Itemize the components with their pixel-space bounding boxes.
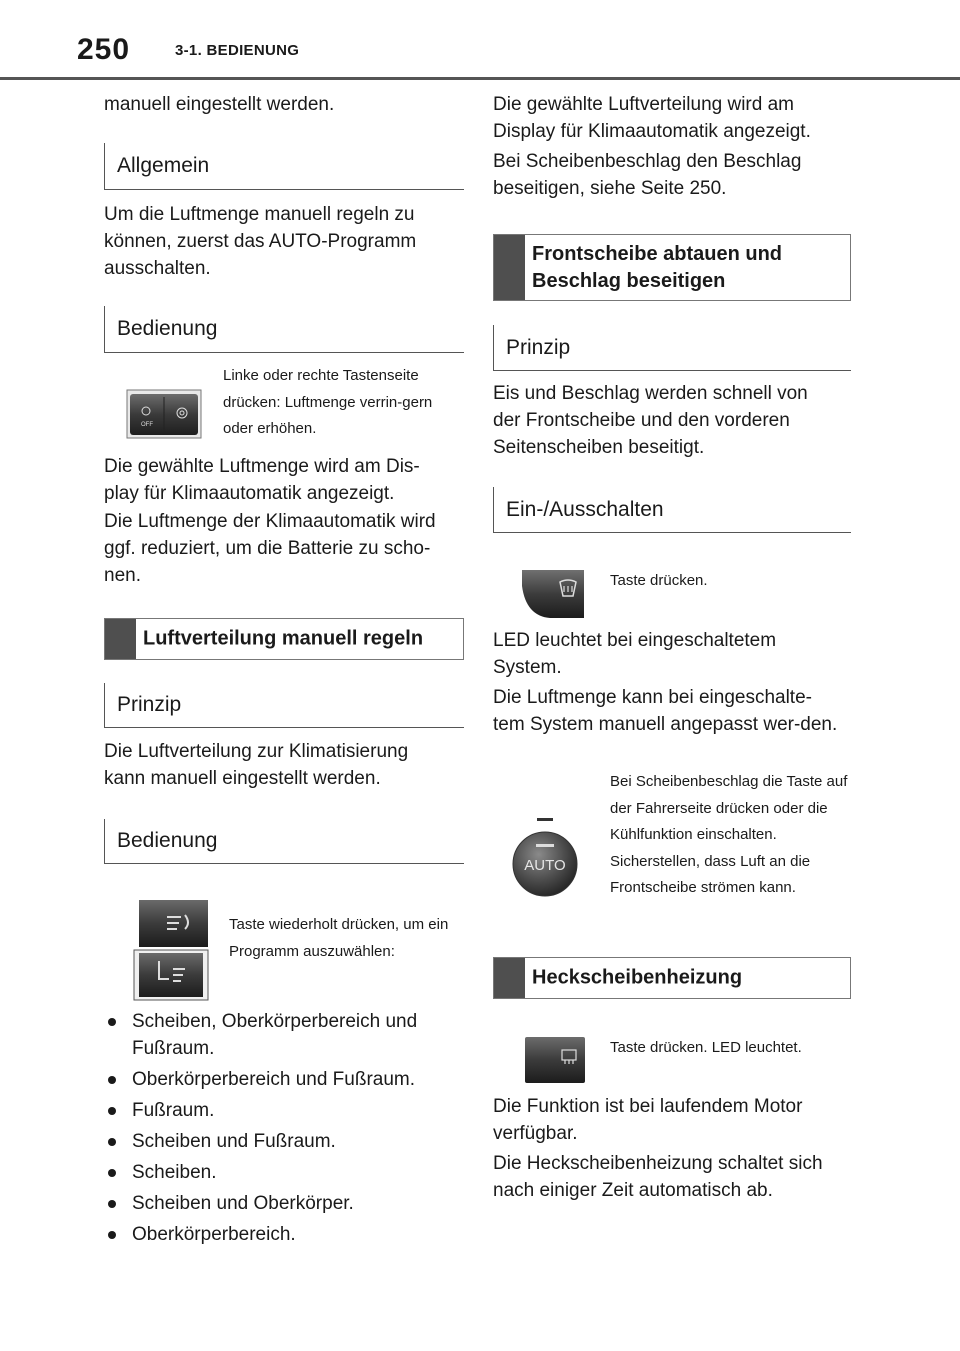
auto-button-image [511, 808, 579, 898]
bullet-icon [108, 1018, 116, 1026]
fan-speed-key-image [126, 389, 202, 439]
defrost-key-image [520, 568, 586, 620]
section-reference: 3-1. BEDIENUNG [175, 42, 300, 59]
section-header-luftverteilung [104, 618, 464, 660]
prinzip-text: Eis und Beschlag werden schnell von der Frontscheibe und den vorderen Seitenscheiben beseitigt. [493, 383, 808, 458]
section-header-label: Luftverteilung manuell regeln [143, 627, 424, 650]
bullet-icon [108, 1138, 116, 1146]
luftverteilung-display-text: Die gewählte Luftverteilung wird am Display für Klimaautomatik angezeigt. [493, 94, 811, 142]
bullet-icon [108, 1231, 116, 1239]
auto-label: AUTO [524, 857, 566, 874]
bedienung-caption: Linke oder rechte Tastenseite drücken: Luftmenge verrin-gern oder erhöhen. [223, 367, 433, 437]
bullet-icon [108, 1200, 116, 1208]
defrost-caption: Taste drücken. [610, 572, 708, 589]
section-header-label: Frontscheibe abtauen und Beschlag beseitigen [532, 242, 783, 292]
subheading-label: Allgemein [117, 154, 210, 177]
bullet-icon [108, 1169, 116, 1177]
subheading-prinzip [104, 683, 464, 728]
section-header-label: Heckscheibenheizung [532, 966, 743, 989]
prinzip-text: Die Luftverteilung zur Klimatisierung kann manuell eingestellt werden. [104, 741, 409, 789]
subheading-bedienung [104, 306, 464, 353]
luftmenge-right-text: Die Luftmenge kann bei eingeschalte-tem System manuell angepasst wer-den. [493, 687, 838, 735]
page-number: 250 [77, 33, 131, 66]
air-distribution-key-image [133, 899, 209, 1001]
header-accent-bar [494, 235, 525, 300]
luftmenge-text-2: Die Luftmenge der Klimaautomatik wird ggf. reduziert, um die Batterie zu scho-nen. [104, 511, 436, 586]
bedienung2-caption: Taste wiederholt drücken, um ein Programm auszuwählen: [229, 916, 449, 960]
subheading-ein-ausschalten [493, 487, 851, 533]
subheading-label: Bedienung [117, 317, 218, 340]
header-divider [0, 77, 960, 80]
page-header [0, 0, 960, 80]
bullet-icon [108, 1076, 116, 1084]
header-accent-bar [494, 958, 525, 998]
heck-text-1: Die Funktion ist bei laufendem Motor verfügbar. [493, 1096, 803, 1144]
section-header-frontscheibe [493, 234, 851, 301]
luftmenge-text-1: Die gewählte Luftmenge wird am Dis-play für Klimaautomatik angezeigt. [104, 456, 420, 504]
heck-text-2: Die Heckscheibenheizung schaltet sich nach einiger Zeit automatisch ab. [493, 1153, 823, 1201]
subheading-label: Ein-/Ausschalten [506, 498, 664, 521]
subheading-label: Bedienung [117, 829, 218, 852]
allgemein-text: Um die Luftmenge manuell regeln zu können, zuerst das AUTO-Programm ausschalten. [104, 204, 417, 279]
subheading-label: Prinzip [506, 336, 571, 359]
beschlag-text: Bei Scheibenbeschlag den Beschlag beseitigen, siehe Seite 250. [493, 151, 802, 199]
subheading-bedienung-2 [104, 819, 464, 864]
subheading-allgemein [104, 143, 464, 190]
rear-window-heating-key-image [524, 1036, 586, 1084]
bullet-icon [108, 1107, 116, 1115]
off-label: OFF [141, 422, 153, 428]
subheading-prinzip [493, 325, 851, 371]
subheading-label: Prinzip [117, 693, 182, 716]
header-accent-bar [105, 619, 136, 659]
led-text: LED leuchtet bei eingeschaltetem System. [493, 630, 777, 678]
heck-caption: Taste drücken. LED leuchtet. [610, 1039, 802, 1056]
intro-text: manuell eingestellt werden. [104, 94, 335, 115]
auto-caption: Bei Scheibenbeschlag die Taste auf der Fahrerseite drücken oder die Kühlfunktion einschalten. Sicherstellen, dass Luft an die Frontscheibe strömen kann. [610, 773, 848, 896]
section-header-heckscheibe [493, 957, 851, 999]
